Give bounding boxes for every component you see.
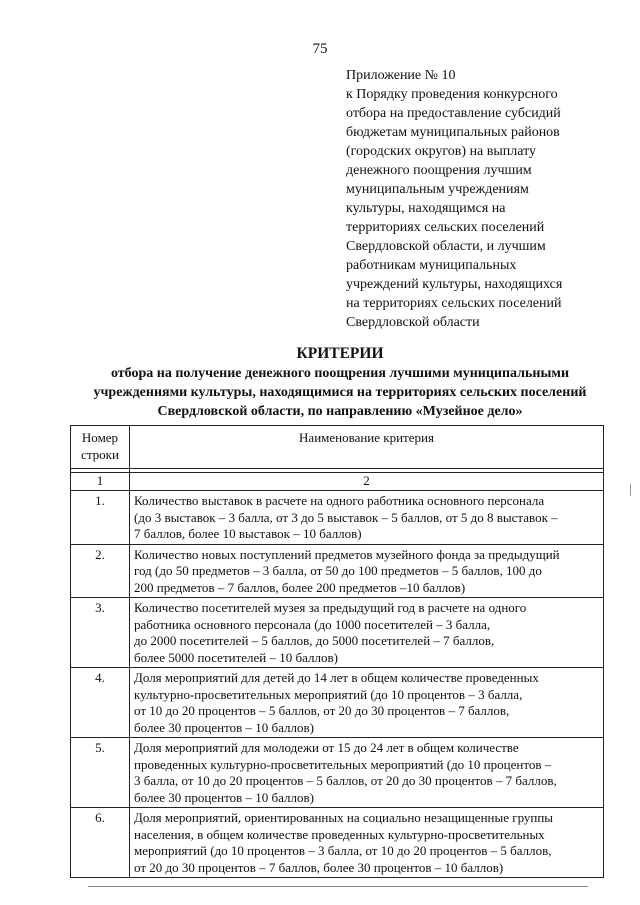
criterion-line: более 30 процентов – 10 баллов) <box>134 719 314 735</box>
document-subtitle-line: Свердловской области, по направлению «Музейное дело» <box>157 404 523 419</box>
appendix-line: к Порядку проведения конкурсного <box>346 87 558 102</box>
appendix-line: на территориях сельских поселений <box>346 296 562 311</box>
criterion-text <box>130 738 604 808</box>
column-index: 2 <box>130 473 604 491</box>
appendix-line: территориях сельских поселений <box>346 220 545 235</box>
criterion-text <box>130 491 604 545</box>
bottom-rule <box>88 886 588 887</box>
table-row <box>71 491 604 545</box>
scan-mark <box>630 484 631 496</box>
criterion-line: культурно-просветительных мероприятий (до 10 процентов – 3 балла, <box>134 686 523 702</box>
row-number: 2. <box>71 544 130 598</box>
row-number: 4. <box>71 668 130 738</box>
criterion-line: от 10 до 20 процентов – 5 баллов, от 20 до 30 процентов – 7 баллов, <box>134 703 510 718</box>
row-number: 6. <box>71 808 130 878</box>
table-row <box>71 668 604 738</box>
criteria-table <box>70 425 604 878</box>
criterion-line: Доля мероприятий, ориентированных на социально незащищенные группы <box>134 810 554 825</box>
column-index-row <box>71 473 604 491</box>
document-subtitle-line: отбора на получение денежного поощрения лучшими муниципальными <box>110 366 570 381</box>
table-header-row <box>71 426 604 469</box>
row-number: 5. <box>71 738 130 808</box>
criterion-line: Доля мероприятий для молодежи от 15 до 24 лет в общем количестве <box>134 740 519 755</box>
criterion-line: более 5000 посетителей – 10 баллов) <box>134 649 338 665</box>
criterion-line: год (до 50 предметов – 3 балла, от 50 до 100 предметов – 5 баллов, 100 до <box>134 563 542 578</box>
column-index: 1 <box>71 473 130 491</box>
criterion-line: от 20 до 30 процентов – 7 баллов, более 30 процентов – 10 баллов) <box>134 859 504 875</box>
appendix-line: Приложение № 10 <box>346 68 456 83</box>
header-number-line: Номер <box>81 430 119 445</box>
criterion-line: 3 балла, от 10 до 20 процентов – 5 баллов, от 20 до 30 процентов – 7 баллов, <box>134 773 557 788</box>
criterion-text <box>130 668 604 738</box>
appendix-line: Свердловской области <box>346 315 480 330</box>
document-title: КРИТЕРИИ <box>296 345 384 362</box>
header-number-line: строки <box>81 446 119 462</box>
criterion-text <box>130 808 604 878</box>
appendix-line: культуры, находящимся на <box>346 201 506 216</box>
appendix-line: бюджетам муниципальных районов <box>346 125 560 140</box>
criterion-line: Количество выставок в расчете на одного работника основного персонала <box>134 493 545 508</box>
criterion-line: более 30 процентов – 10 баллов) <box>134 789 314 805</box>
criterion-line: проведенных культурно-просветительных мероприятий (до 10 процентов – <box>134 756 552 772</box>
appendix-line: отбора на предоставление субсидий <box>346 106 561 121</box>
criterion-line: Количество посетителей музея за предыдущий год в расчете на одного <box>134 600 527 615</box>
appendix-line: денежного поощрения лучшим <box>346 163 532 178</box>
criterion-line: 200 предметов – 7 баллов, более 200 предметов –10 баллов) <box>134 579 466 595</box>
appendix-line: муниципальным учреждениям <box>346 182 529 197</box>
table-row <box>71 598 604 668</box>
criterion-line: работника основного персонала (до 1000 посетителей – 3 балла, <box>134 616 491 632</box>
header-name: Наименование критерия <box>130 426 604 469</box>
table-row <box>71 544 604 598</box>
appendix-line: Свердловской области, и лучшим <box>346 239 546 254</box>
criterion-line: Количество новых поступлений предметов музейного фонда за предыдущий <box>134 546 560 562</box>
row-number: 3. <box>71 598 130 668</box>
header-number <box>71 426 130 469</box>
criterion-line: населения, в общем количестве проведенных культурно-просветительных <box>134 826 545 842</box>
table-row <box>71 738 604 808</box>
appendix-line: учреждений культуры, находящихся <box>346 277 563 292</box>
appendix-block <box>346 66 616 332</box>
criterion-line: 7 баллов, более 10 выставок – 10 баллов) <box>134 526 362 541</box>
criterion-line: (до 3 выставок – 3 балла, от 3 до 5 выставок – 5 баллов, от 5 до 8 выставок – <box>134 509 558 525</box>
appendix-line: работникам муниципальных <box>346 258 517 273</box>
table-row <box>71 808 604 878</box>
criterion-text <box>130 598 604 668</box>
criterion-line: до 2000 посетителей – 5 баллов, до 5000 посетителей – 7 баллов, <box>134 633 495 648</box>
appendix-line: (городских округов) на выплату <box>346 144 537 159</box>
criterion-line: Доля мероприятий для детей до 14 лет в общем количестве проведенных <box>134 670 539 685</box>
criterion-text <box>130 544 604 598</box>
criterion-line: мероприятий (до 10 процентов – 3 балла, от 10 до 20 процентов – 5 баллов, <box>134 843 552 858</box>
criteria-heading <box>40 344 640 421</box>
page-number: 75 <box>312 41 328 57</box>
row-number: 1. <box>71 491 130 545</box>
document-subtitle-line: учреждениями культуры, находящимися на территориях сельских поселений <box>93 385 587 400</box>
